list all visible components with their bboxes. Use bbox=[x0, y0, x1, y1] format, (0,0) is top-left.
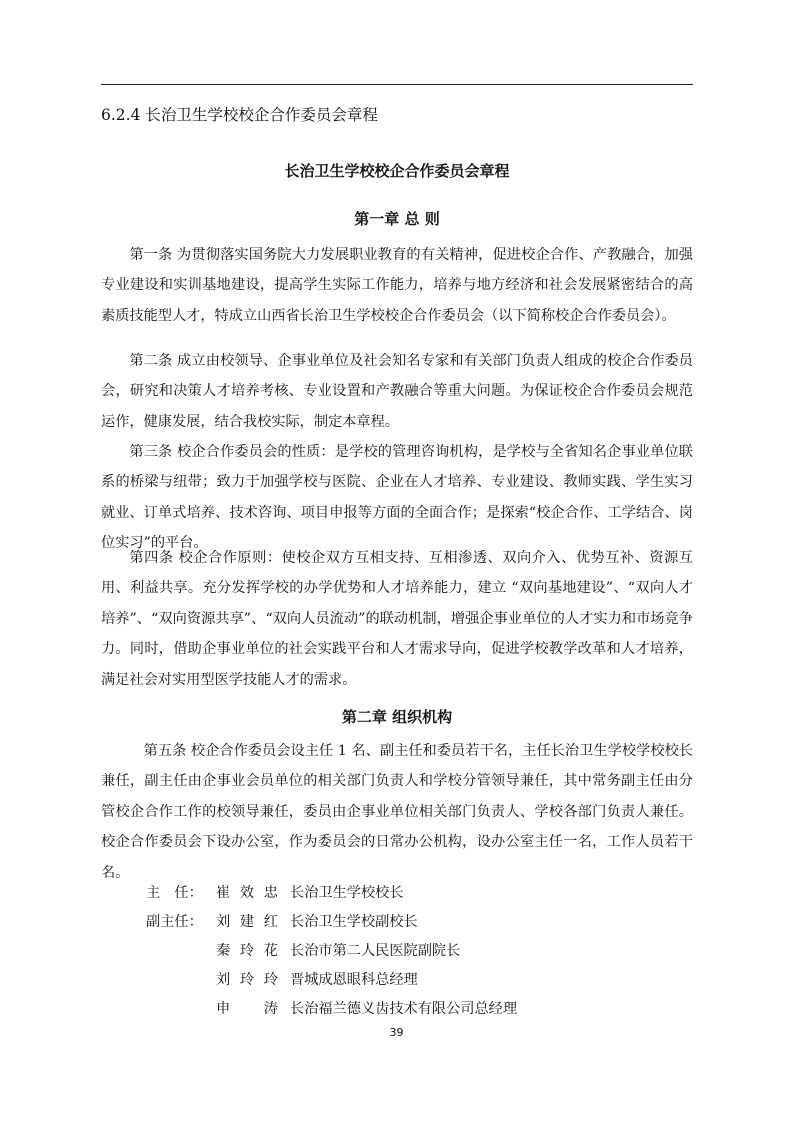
page-number: 39 bbox=[389, 1026, 404, 1039]
header-rule bbox=[101, 84, 693, 85]
member-post: 长治卫生学校校长 bbox=[290, 885, 404, 901]
member-row bbox=[146, 883, 404, 903]
member-post: 长治卫生学校副校长 bbox=[290, 914, 418, 930]
section-heading: 6.2.4 长治卫生学校校企合作委员会章程 bbox=[101, 106, 378, 124]
member-row bbox=[146, 941, 460, 961]
article-2: 第二条 成立由校领导、企事业单位及社会知名专家和有关部门负责人组成的校企合作委员会，研究和决策人才培养考核、专业设置和产教融合等重大问题。为保证校企合作委员会规范运作，健康发展，结合我校实际，制定本章程。 bbox=[101, 353, 693, 430]
member-name: 申涛 bbox=[216, 1001, 278, 1017]
member-name: 刘玲玲 bbox=[216, 972, 278, 988]
article-1: 第一条 为贯彻落实国务院大力发展职业教育的有关精神，促进校企合作、产教融合，加强专业建设和实训基地建设，提高学生实际工作能力，培养与地方经济和社会发展紧密结合的高素质技能型人才，特成立山西省长治卫生学校校企合作委员会（以下简称校企合作委员会）。 bbox=[101, 247, 693, 324]
chapter-1-title: 第一章 总 则 bbox=[354, 210, 440, 228]
member-post: 晋城成恩眼科总经理 bbox=[290, 972, 418, 988]
document-title: 长治卫生学校校企合作委员会章程 bbox=[284, 162, 510, 180]
member-row bbox=[146, 912, 418, 932]
member-name: 崔效忠 bbox=[216, 885, 278, 901]
member-post: 长治市第二人民医院副院长 bbox=[290, 943, 461, 959]
member-role: 主 任： bbox=[146, 885, 203, 901]
article-3: 第三条 校企合作委员会的性质：是学校的管理咨询机构，是学校与全省知名企事业单位联系的桥梁与纽带；致力于加强学校与医院、企业在人才培养、专业建设、教师实践、学生实习就业、订单式培养、技术咨询、项目申报等方面的全面合作；是探索“校企合作、工学结合、岗位实习”的平台。 bbox=[101, 444, 693, 552]
member-post: 长治福兰德义齿技术有限公司总经理 bbox=[290, 1001, 518, 1017]
member-row bbox=[146, 970, 418, 990]
member-row bbox=[146, 999, 517, 1019]
member-name: 秦玲花 bbox=[216, 943, 278, 959]
member-name: 刘建红 bbox=[216, 914, 278, 930]
article-5: 第五条 校企合作委员会设主任 1 名、副主任和委员若干名，主任长治卫生学校学校校长兼任，副主任由企事业会员单位的相关部门负责人和学校分管领导兼任，其中常务副主任由分管校企合作工作的校领导兼任，委员由企事业单位相关部门负责人、学校各部门负责人兼任。校企合作委员会下设办公室，作为委员会的日常办公机构，设办公室主任一名，工作人员若干名。 bbox=[101, 743, 693, 881]
member-role: 副主任： bbox=[146, 914, 203, 930]
article-4: 第四条 校企合作原则：使校企双方互相支持、互相渗透、双向介入、优势互补、资源互用、利益共享。充分发挥学校的办学优势和人才培养能力，建立 “双向基地建设”、“双向人才培养”、“双向资源共享”、“双向人员流动”的联动机制，增强企事业单位的人才实力和市场竞争力。同时，借助企事业单位的社会实践平台和人才需求导向，促进学校教学改革和人才培养，满足社会对实用型医学技能人才的需求。 bbox=[101, 550, 693, 688]
chapter-2-title: 第二章 组织机构 bbox=[341, 708, 453, 726]
